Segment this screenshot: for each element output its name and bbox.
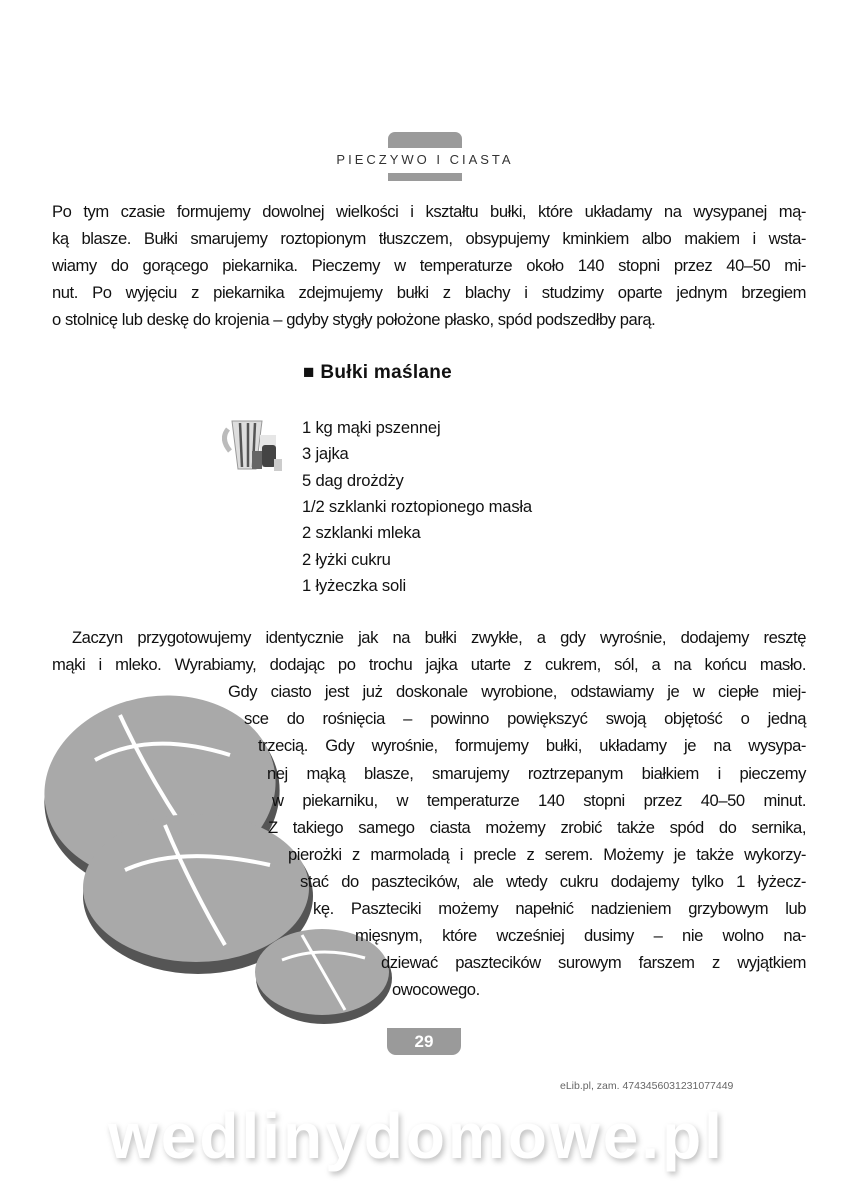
kitchen-utensils-icon bbox=[222, 415, 284, 473]
header-tab bbox=[388, 132, 462, 148]
text-line: wiamy do gorącego piekarnika. Pieczemy w temperaturze około 140 stopni przez 40–50 mi- bbox=[52, 256, 806, 275]
text-line: stać do pasztecików, ale wtedy cukru dodajemy tylko 1 łyżecz- bbox=[300, 871, 806, 891]
text-line: Po tym czasie formujemy dowolnej wielkości i kształtu bułki, które układamy na wysypanej mą- bbox=[52, 202, 806, 221]
ingredient-item: 1 łyżeczka soli bbox=[302, 575, 406, 595]
text-line: w piekarniku, w temperaturze 140 stopni przez 40–50 minut. bbox=[272, 790, 806, 810]
text-line: kę. Paszteciki możemy napełnić nadzieniem grzybowym lub bbox=[313, 899, 806, 918]
text-line: mąki i mleko. Wyrabiamy, dodając po trochu jajka utarte z cukrem, sól, a na końcu masło. bbox=[52, 655, 806, 675]
text-line: Gdy ciasto jest już doskonale wyrobione, odstawiamy je w ciepłe miej- bbox=[228, 682, 806, 702]
text-line: sce do rośnięcia – powinno powiększyć swoją objętość o jedną bbox=[244, 709, 806, 729]
ingredient-item: 5 dag drożdży bbox=[302, 470, 404, 490]
text-line: owocowego. bbox=[392, 980, 480, 1000]
text-line: mięsnym, które wcześniej dusimy – nie wolno na- bbox=[355, 926, 806, 946]
text-line: ką blasze. Bułki smarujemy roztopionym tłuszczem, obsypujemy kminkiem albo makiem i wsta- bbox=[52, 229, 806, 248]
ingredient-item: 2 szklanki mleka bbox=[302, 523, 421, 543]
text-line: Z takiego samego ciasta możemy zrobić także spód do sernika, bbox=[268, 817, 806, 837]
watermark: wedlinydomowe.pl bbox=[108, 1100, 725, 1172]
text-line: nej mąką blasze, smarujemy roztrzepanym białkiem i pieczemy bbox=[267, 763, 806, 783]
recipe-title: ■ Bułki maślane bbox=[303, 362, 453, 383]
square-bullet-icon: ■ bbox=[303, 362, 321, 383]
text-line: trzecią. Gdy wyrośnie, formujemy bułki, układamy je na wysypa- bbox=[258, 736, 806, 756]
ingredient-item: 1 kg mąki pszennej bbox=[302, 418, 441, 437]
text-line: nut. Po wyjęciu z piekarnika zdejmujemy bułki z blachy i studzimy oparte jednym brzegiem bbox=[52, 283, 806, 302]
text-line: Zaczyn przygotowujemy identycznie jak na bułki zwykłe, a gdy wyrośnie, dodajemy resztę bbox=[72, 628, 806, 647]
section-title: PIECZYWO I CIASTA bbox=[336, 152, 514, 167]
text-line: dziewać pasztecików surowym farszem z wyjątkiem bbox=[381, 953, 806, 973]
header-bar bbox=[388, 173, 462, 181]
ingredient-item: 1/2 szklanki roztopionego masła bbox=[302, 496, 532, 516]
text-line: pierożki z marmoladą i precle z serem. Możemy je także wykorzy- bbox=[288, 844, 806, 864]
page-number: 29 bbox=[387, 1028, 461, 1055]
ingredient-item: 3 jajka bbox=[302, 444, 349, 464]
text-line: o stolnicę lub deskę do krojenia – gdyby stygły położone płasko, spód podszedłby parą. bbox=[52, 310, 656, 329]
elib-order-number: eLib.pl, zam. 4743456031231077449 bbox=[560, 1080, 734, 1092]
ingredient-item: 2 łyżki cukru bbox=[302, 549, 391, 569]
